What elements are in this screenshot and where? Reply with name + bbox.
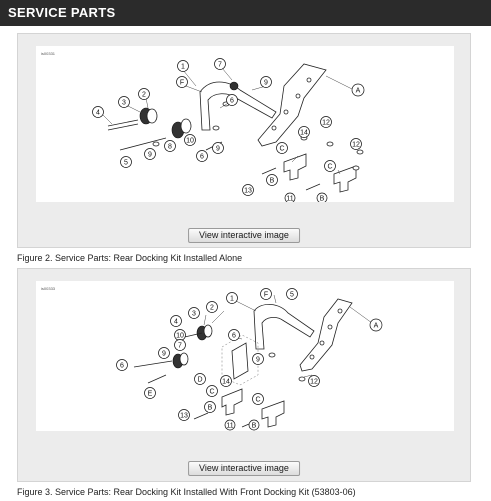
figure-2-code: is00331 bbox=[41, 51, 56, 56]
callout-7 bbox=[165, 141, 176, 152]
section-title: SERVICE PARTS bbox=[8, 5, 116, 20]
callout-3 bbox=[189, 308, 200, 319]
svg-text:5: 5 bbox=[124, 159, 128, 167]
svg-text:C: C bbox=[255, 396, 261, 404]
svg-text:F: F bbox=[263, 291, 269, 299]
svg-text:C: C bbox=[209, 388, 215, 396]
callout-6b bbox=[197, 151, 208, 162]
callout-f bbox=[177, 77, 188, 88]
svg-text:11: 11 bbox=[286, 195, 294, 202]
svg-text:3: 3 bbox=[192, 310, 196, 318]
svg-text:9: 9 bbox=[264, 79, 268, 87]
svg-text:9: 9 bbox=[216, 145, 220, 153]
callout-9a bbox=[159, 348, 170, 359]
callout-c2 bbox=[253, 394, 264, 405]
callout-11 bbox=[285, 193, 295, 202]
svg-text:E: E bbox=[147, 390, 153, 398]
callout-8 bbox=[121, 157, 132, 168]
callout-8 bbox=[117, 360, 128, 371]
svg-text:A: A bbox=[373, 322, 379, 330]
svg-text:14: 14 bbox=[300, 129, 308, 137]
svg-text:7: 7 bbox=[218, 61, 222, 69]
callout-c1 bbox=[277, 143, 288, 154]
callout-b1 bbox=[205, 402, 216, 413]
figure-2-illustration bbox=[36, 46, 454, 202]
callout-6 bbox=[229, 330, 240, 341]
callout-2 bbox=[139, 89, 150, 100]
callout-12a bbox=[321, 117, 332, 128]
svg-text:6: 6 bbox=[230, 97, 234, 105]
svg-text:A: A bbox=[355, 87, 361, 95]
svg-text:7: 7 bbox=[178, 342, 182, 350]
figure-2-caption: Figure 2. Service Parts: Rear Docking Kit Installed Alone bbox=[17, 253, 243, 263]
callout-a bbox=[370, 319, 382, 331]
callout-c2 bbox=[325, 161, 336, 172]
callout-1 bbox=[227, 293, 238, 304]
callout-10 bbox=[175, 330, 186, 341]
callout-4 bbox=[171, 316, 182, 327]
svg-text:10: 10 bbox=[176, 332, 184, 340]
callout-c1 bbox=[207, 386, 218, 397]
svg-text:6: 6 bbox=[232, 332, 236, 340]
figure-3-caption: Figure 3. Service Parts: Rear Docking Kit Installed With Front Docking Kit (53803-06) bbox=[17, 487, 356, 497]
callout-d bbox=[195, 374, 206, 385]
callout-b2 bbox=[317, 193, 327, 202]
figure-3-panel bbox=[17, 268, 471, 482]
callout-5 bbox=[215, 59, 226, 70]
view-interactive-image-button-fig3[interactable]: View interactive image bbox=[188, 461, 300, 476]
svg-text:9: 9 bbox=[256, 356, 260, 364]
callout-9a bbox=[261, 77, 272, 88]
svg-text:3: 3 bbox=[122, 99, 126, 107]
callout-1 bbox=[178, 61, 189, 72]
svg-text:B: B bbox=[319, 195, 325, 202]
svg-text:6: 6 bbox=[200, 153, 204, 161]
callout-9c bbox=[213, 143, 224, 154]
callout-2 bbox=[207, 302, 218, 313]
svg-text:1: 1 bbox=[181, 63, 185, 71]
callout-3 bbox=[119, 97, 130, 108]
svg-text:6: 6 bbox=[120, 362, 124, 370]
section-header bbox=[0, 0, 491, 26]
view-interactive-image-button-fig2[interactable]: View interactive image bbox=[188, 228, 300, 243]
svg-text:13: 13 bbox=[244, 187, 252, 195]
svg-text:4: 4 bbox=[96, 109, 100, 117]
callout-4 bbox=[93, 107, 104, 118]
figure-3-illustration bbox=[36, 281, 454, 431]
callout-b2 bbox=[249, 420, 259, 430]
svg-text:D: D bbox=[197, 376, 203, 384]
svg-text:B: B bbox=[251, 422, 257, 430]
svg-text:C: C bbox=[279, 145, 285, 153]
svg-text:13: 13 bbox=[180, 412, 188, 420]
svg-text:2: 2 bbox=[210, 304, 214, 312]
figure-2-callouts bbox=[36, 46, 454, 202]
callout-13 bbox=[179, 410, 190, 421]
callout-10 bbox=[185, 135, 196, 146]
svg-text:8: 8 bbox=[168, 143, 172, 151]
callout-7 bbox=[175, 340, 186, 351]
svg-text:14: 14 bbox=[222, 378, 230, 386]
svg-text:1: 1 bbox=[230, 295, 234, 303]
figure-3-callouts bbox=[36, 281, 454, 431]
svg-text:12: 12 bbox=[352, 141, 360, 149]
callout-11 bbox=[225, 420, 235, 430]
callout-9b bbox=[253, 354, 264, 365]
callout-6a bbox=[227, 95, 238, 106]
svg-text:10: 10 bbox=[186, 137, 194, 145]
svg-text:9: 9 bbox=[148, 151, 152, 159]
callout-a bbox=[352, 84, 364, 96]
svg-text:12: 12 bbox=[322, 119, 330, 127]
svg-text:4: 4 bbox=[174, 318, 178, 326]
svg-text:12: 12 bbox=[310, 378, 318, 386]
callout-f bbox=[261, 289, 272, 300]
callout-14 bbox=[221, 376, 232, 387]
figure-2-panel bbox=[17, 33, 471, 248]
callout-12b bbox=[351, 139, 362, 150]
callout-12 bbox=[309, 376, 320, 387]
callout-b1 bbox=[267, 175, 278, 186]
figure-3-code: is00333 bbox=[41, 286, 56, 291]
callout-5 bbox=[287, 289, 298, 300]
callout-14 bbox=[299, 127, 310, 138]
svg-text:C: C bbox=[327, 163, 333, 171]
callout-e bbox=[145, 388, 156, 399]
svg-text:5: 5 bbox=[290, 291, 294, 299]
svg-text:B: B bbox=[207, 404, 213, 412]
svg-text:9: 9 bbox=[162, 350, 166, 358]
svg-text:F: F bbox=[179, 79, 185, 87]
svg-text:11: 11 bbox=[226, 422, 234, 430]
svg-text:B: B bbox=[269, 177, 275, 185]
callout-9b bbox=[145, 149, 156, 160]
svg-text:2: 2 bbox=[142, 91, 146, 99]
callout-13 bbox=[243, 185, 254, 196]
